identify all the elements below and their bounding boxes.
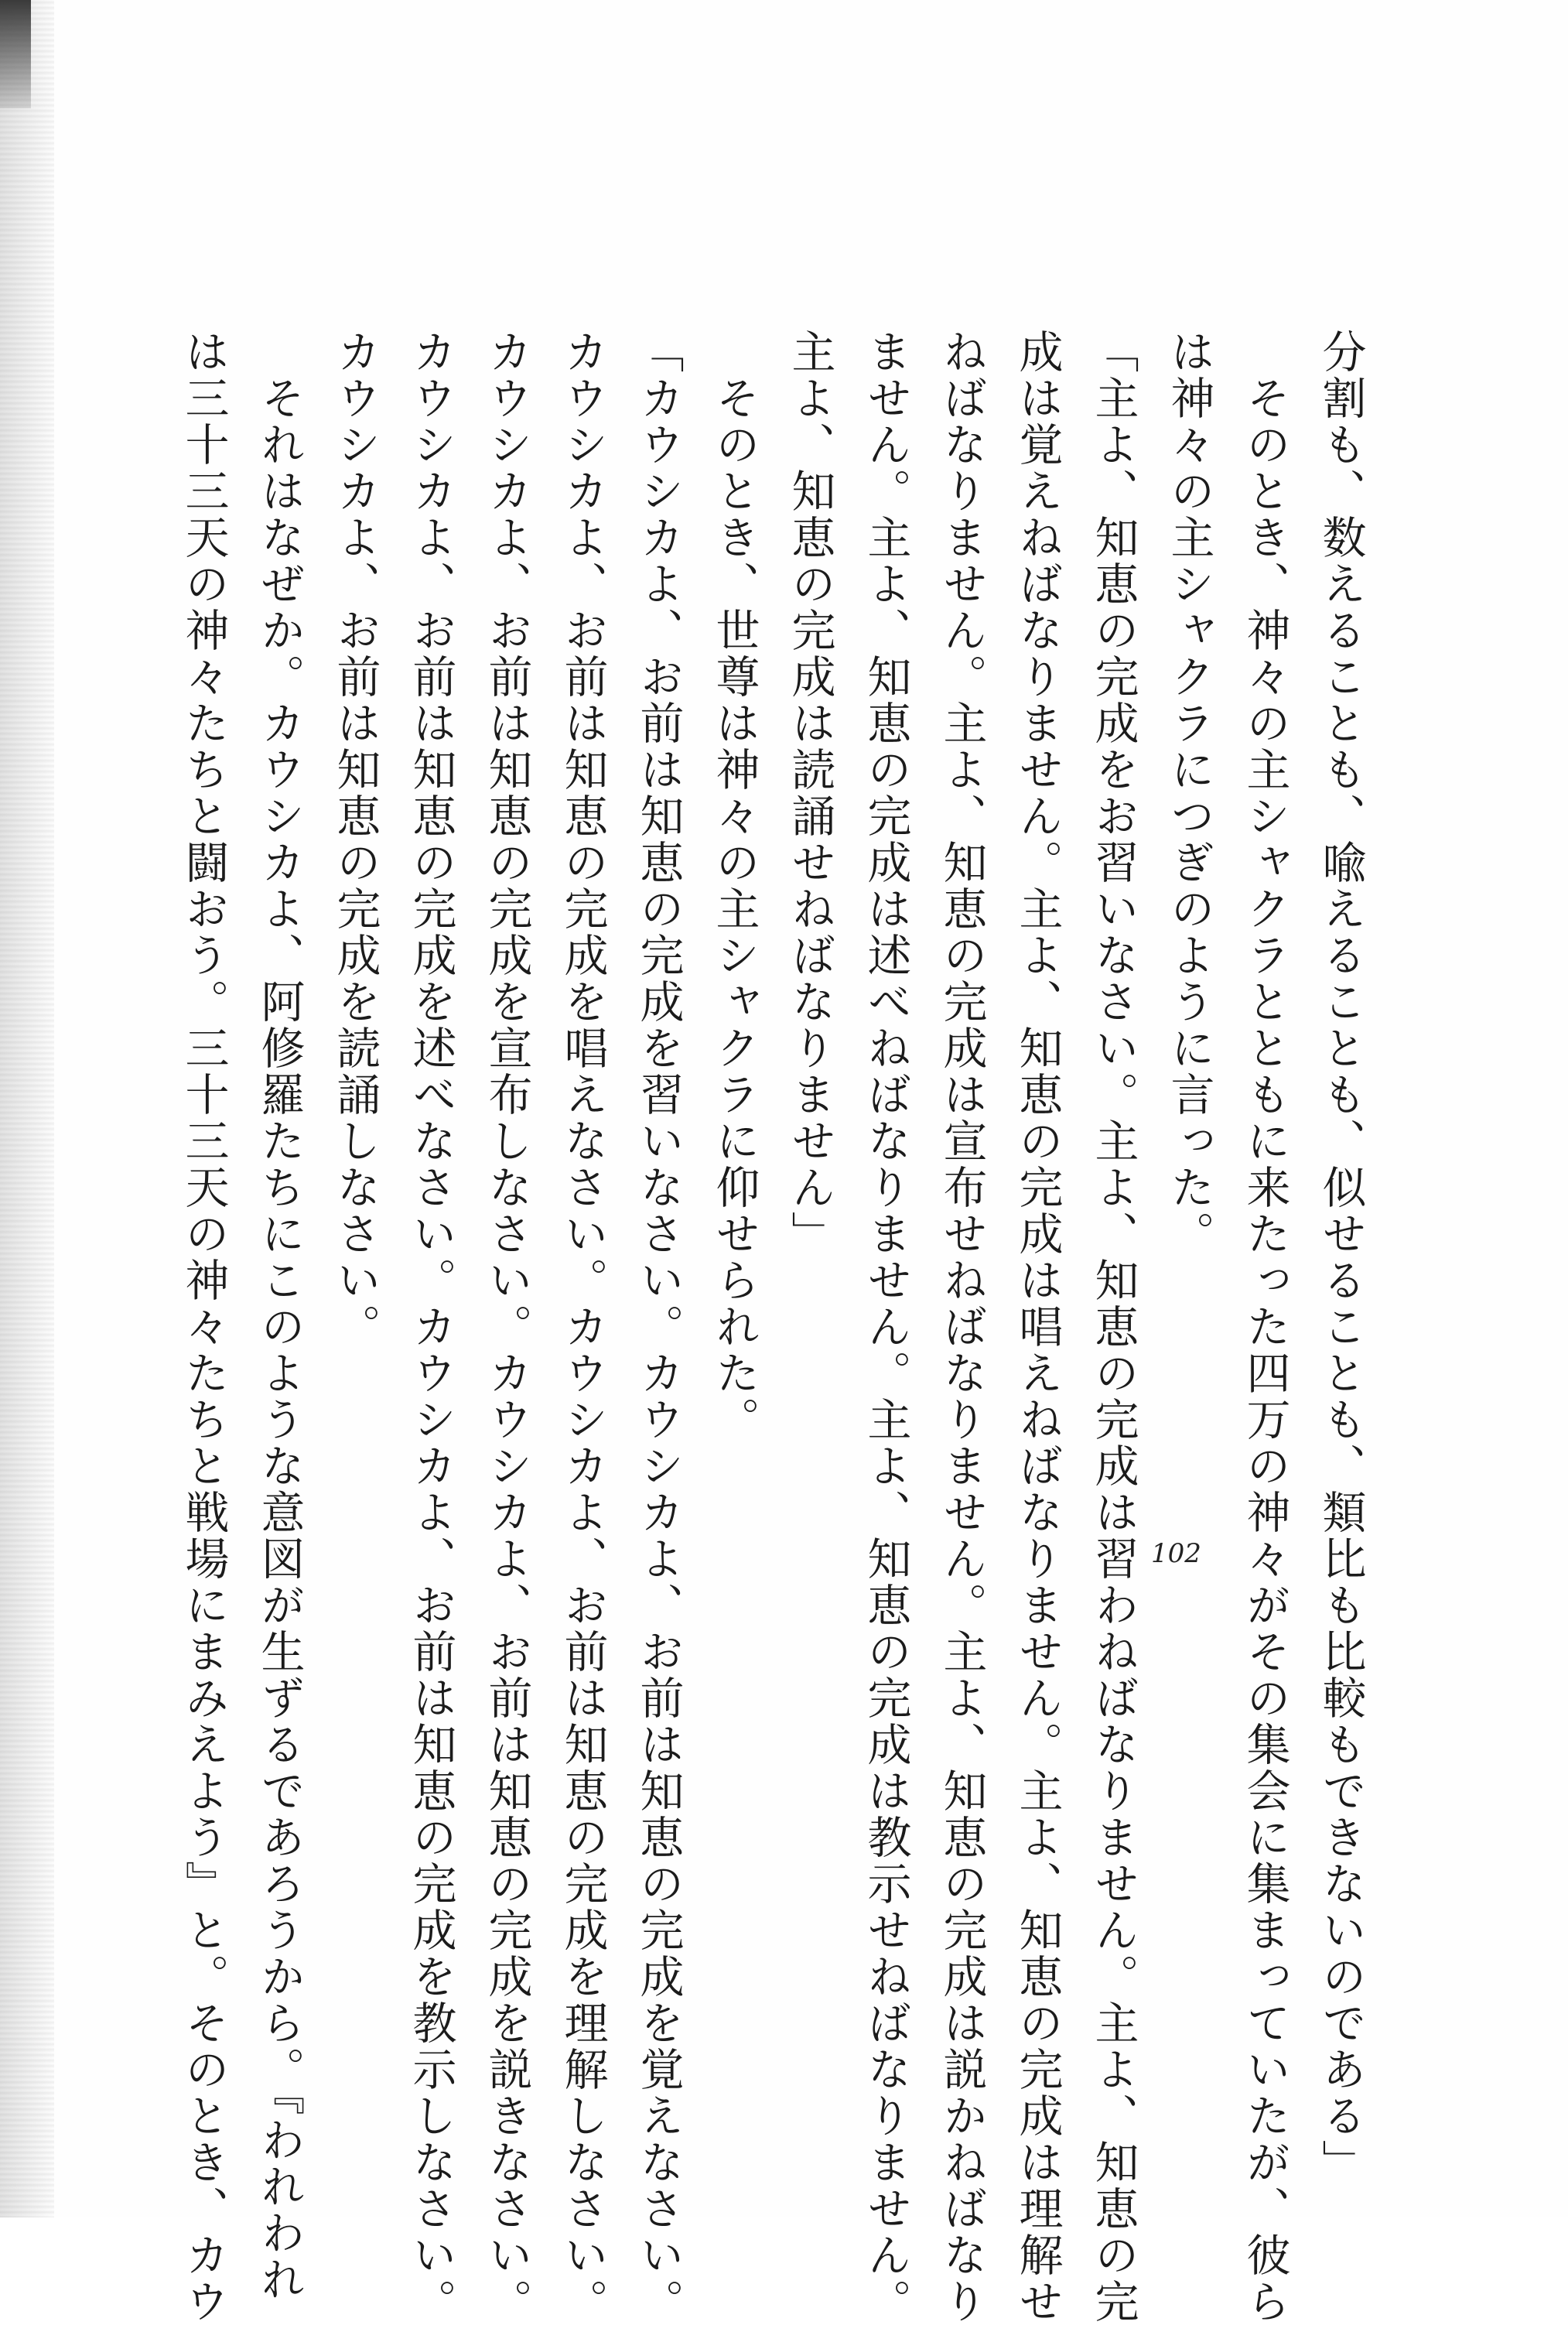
- text-line: は神々の主シャクラにつぎのように言った。: [1163, 329, 1214, 1257]
- vertical-body-text: [166, 329, 1378, 2325]
- text-line: 「主よ、知恵の完成をお習いなさい。主よ、知恵の完成は習わねばなりません。主よ、知恵の完: [1088, 329, 1139, 2325]
- text-line: 主よ、知恵の完成は読誦せねばなりません」: [784, 329, 835, 1257]
- text-line: 「カウシカよ、お前は知恵の完成を習いなさい。カウシカよ、お前は知恵の完成を覚えなさい。: [633, 329, 684, 2325]
- text-line: そのとき、神々の主シャクラとともに来たった四万の神々がその集会に集まっていたが、彼ら: [1239, 329, 1290, 2325]
- text-line: カウシカよ、お前は知恵の完成を唱えなさい。カウシカよ、お前は知恵の完成を理解しなさい。: [557, 329, 608, 2325]
- text-line: は三十三天の神々たちと闘おう。三十三天の神々たちと戦場にまみえよう』と。そのとき、カウ: [178, 329, 229, 2325]
- text-line: カウシカよ、お前は知恵の完成を述べなさい。カウシカよ、お前は知恵の完成を教示しなさい。: [405, 329, 456, 2325]
- text-line: ません。主よ、知恵の完成は述べねばなりません。主よ、知恵の完成は教示せねばなりません。: [860, 329, 911, 2325]
- text-line: それはなぜか。カウシカよ、阿修羅たちにこのような意図が生ずるであろうから。『われわれ: [254, 329, 305, 2303]
- text-line: カウシカよ、お前は知恵の完成を読誦しなさい。: [330, 329, 381, 1350]
- text-line: ねばなりません。主よ、知恵の完成は宣布せねばなりません。主よ、知恵の完成は説かねばなり: [936, 329, 987, 2325]
- text-line: 分割も、数えることも、喩えることも、似せることも、類比も比較もできないのである」: [1315, 329, 1366, 2186]
- text-line: そのとき、世尊は神々の主シャクラに仰せられた。: [709, 329, 760, 1443]
- text-line: カウシカよ、お前は知恵の完成を宣布しなさい。カウシカよ、お前は知恵の完成を説きなさい。: [481, 329, 532, 2325]
- scan-shadow-edge: [0, 0, 54, 2217]
- scan-shadow-corner: [0, 0, 31, 108]
- text-line: 成は覚えねばなりません。主よ、知恵の完成は唱えねばなりません。主よ、知恵の完成は理解せ: [1012, 329, 1063, 2325]
- page-number: 102: [1151, 1538, 1201, 1569]
